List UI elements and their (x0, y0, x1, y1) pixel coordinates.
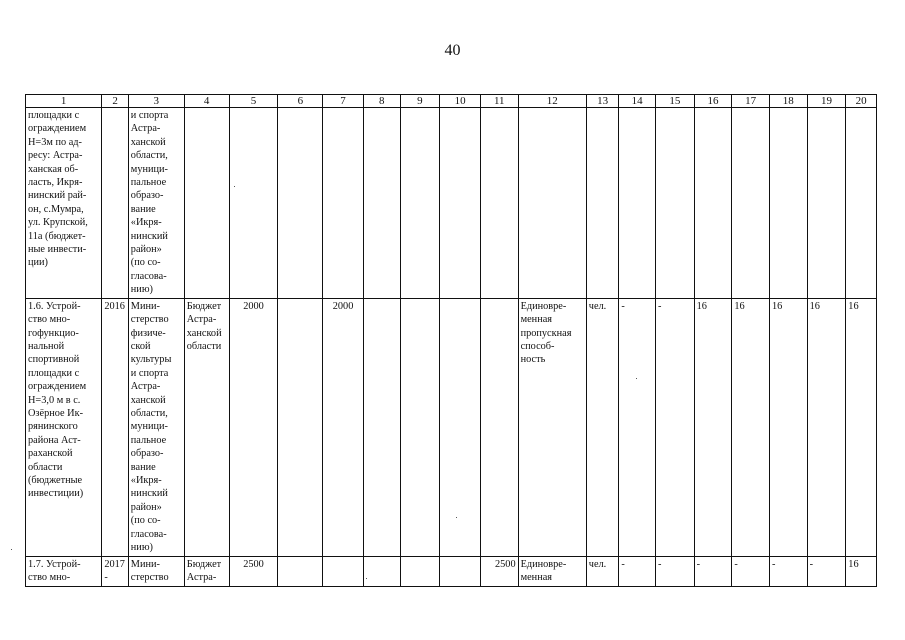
implementation-year: 2016 (102, 298, 128, 556)
indicator-value: - (732, 556, 770, 586)
column-number: 20 (846, 95, 877, 108)
implementation-year: 2017 - (102, 556, 128, 586)
column-number: 15 (655, 95, 694, 108)
indicator-name: Единовре- менная пропускная способ- ность (518, 298, 586, 556)
table-cell (278, 556, 323, 586)
table-cell (619, 108, 656, 299)
measure-description: 1.6. Устрой- ство мно- гофункцио- нальной спортивной площадки с ограждением Н=3,0 м в с. Озёрное Ик- рянинского района Аст- раханской области (бюджетные инвестиции) (26, 298, 102, 556)
column-number: 18 (769, 95, 807, 108)
indicator-unit: чел. (586, 298, 619, 556)
funding-2016: 2000 (323, 298, 364, 556)
table-cell (184, 108, 229, 299)
table-cell (363, 298, 400, 556)
indicator-unit: чел. (586, 556, 619, 586)
table-cell (480, 108, 518, 299)
column-number: 13 (586, 95, 619, 108)
table-cell (732, 108, 770, 299)
table-cell (323, 108, 364, 299)
table-cell (440, 298, 481, 556)
table-cell (586, 108, 619, 299)
table-cell (400, 108, 440, 299)
table-cell (400, 556, 440, 586)
page-number: 40 (444, 42, 461, 59)
responsible-executor: Мини- стерство (128, 556, 184, 586)
indicator-value: - (619, 556, 656, 586)
indicator-value: - (655, 298, 694, 556)
indicator-value: 16 (769, 298, 807, 556)
table-cell (363, 556, 400, 586)
responsible-executor: и спорта Астра- ханской области, муници- пальное образо- вание «Икря- нинский район» (по со- гласова- нию) (128, 108, 184, 299)
responsible-executor: Мини- стерство физиче- ской культуры и спорта Астра- ханской области, муници- пальное образо- вание «Икря- нинский район» (по со- гласова- нию) (128, 298, 184, 556)
table-cell (440, 556, 481, 586)
funding-source: Бюджет Астра- (184, 556, 229, 586)
table-cell (480, 298, 518, 556)
column-number: 6 (278, 95, 323, 108)
table-cell (846, 108, 877, 299)
funding-2017: 2500 (480, 556, 518, 586)
indicator-value: - (769, 556, 807, 586)
column-number: 16 (694, 95, 732, 108)
measure-description: 1.7. Устрой- ство мно- (26, 556, 102, 586)
scan-speck (636, 378, 637, 379)
funding-source: Бюджет Астра- ханской области (184, 298, 229, 556)
funding-total: 2000 (229, 298, 278, 556)
table-row (26, 108, 877, 299)
scan-speck (234, 186, 235, 187)
column-number: 10 (440, 95, 481, 108)
column-number: 2 (102, 95, 128, 108)
scan-speck (366, 578, 367, 579)
table-cell (694, 108, 732, 299)
table-cell (229, 108, 278, 299)
table-cell (278, 298, 323, 556)
indicator-value: 16 (694, 298, 732, 556)
scan-speck (11, 549, 12, 550)
column-number: 8 (363, 95, 400, 108)
table-row (26, 556, 877, 586)
table-cell (769, 108, 807, 299)
column-number: 9 (400, 95, 440, 108)
indicator-name: Единовре- менная (518, 556, 586, 586)
table-cell (807, 108, 846, 299)
indicator-value: 16 (846, 298, 877, 556)
column-number: 1 (26, 95, 102, 108)
column-number: 11 (480, 95, 518, 108)
table-row (26, 298, 877, 556)
column-number: 4 (184, 95, 229, 108)
scan-speck (456, 517, 457, 518)
indicator-value: 16 (732, 298, 770, 556)
table-cell (655, 108, 694, 299)
indicator-value: - (807, 556, 846, 586)
table-cell (323, 556, 364, 586)
table-cell (518, 108, 586, 299)
table-cell (102, 108, 128, 299)
column-number-row (26, 95, 877, 108)
indicator-value: - (694, 556, 732, 586)
column-number: 7 (323, 95, 364, 108)
measure-description: площадки с ограждением Н=3м по ад- ресу: Астра- ханская об- ласть, Икря- нинский рай- он, с.Мумра, ул. Крупской, 11а (бюджет- ные инвести- ции) (26, 108, 102, 299)
column-number: 14 (619, 95, 656, 108)
column-number: 19 (807, 95, 846, 108)
table-cell (363, 108, 400, 299)
table-cell (400, 298, 440, 556)
program-table (25, 94, 877, 587)
table-cell (440, 108, 481, 299)
column-number: 5 (229, 95, 278, 108)
indicator-value: 16 (807, 298, 846, 556)
funding-total: 2500 (229, 556, 278, 586)
table-cell (278, 108, 323, 299)
indicator-value: 16 (846, 556, 877, 586)
indicator-value: - (655, 556, 694, 586)
column-number: 12 (518, 95, 586, 108)
column-number: 3 (128, 95, 184, 108)
column-number: 17 (732, 95, 770, 108)
indicator-value: - (619, 298, 656, 556)
